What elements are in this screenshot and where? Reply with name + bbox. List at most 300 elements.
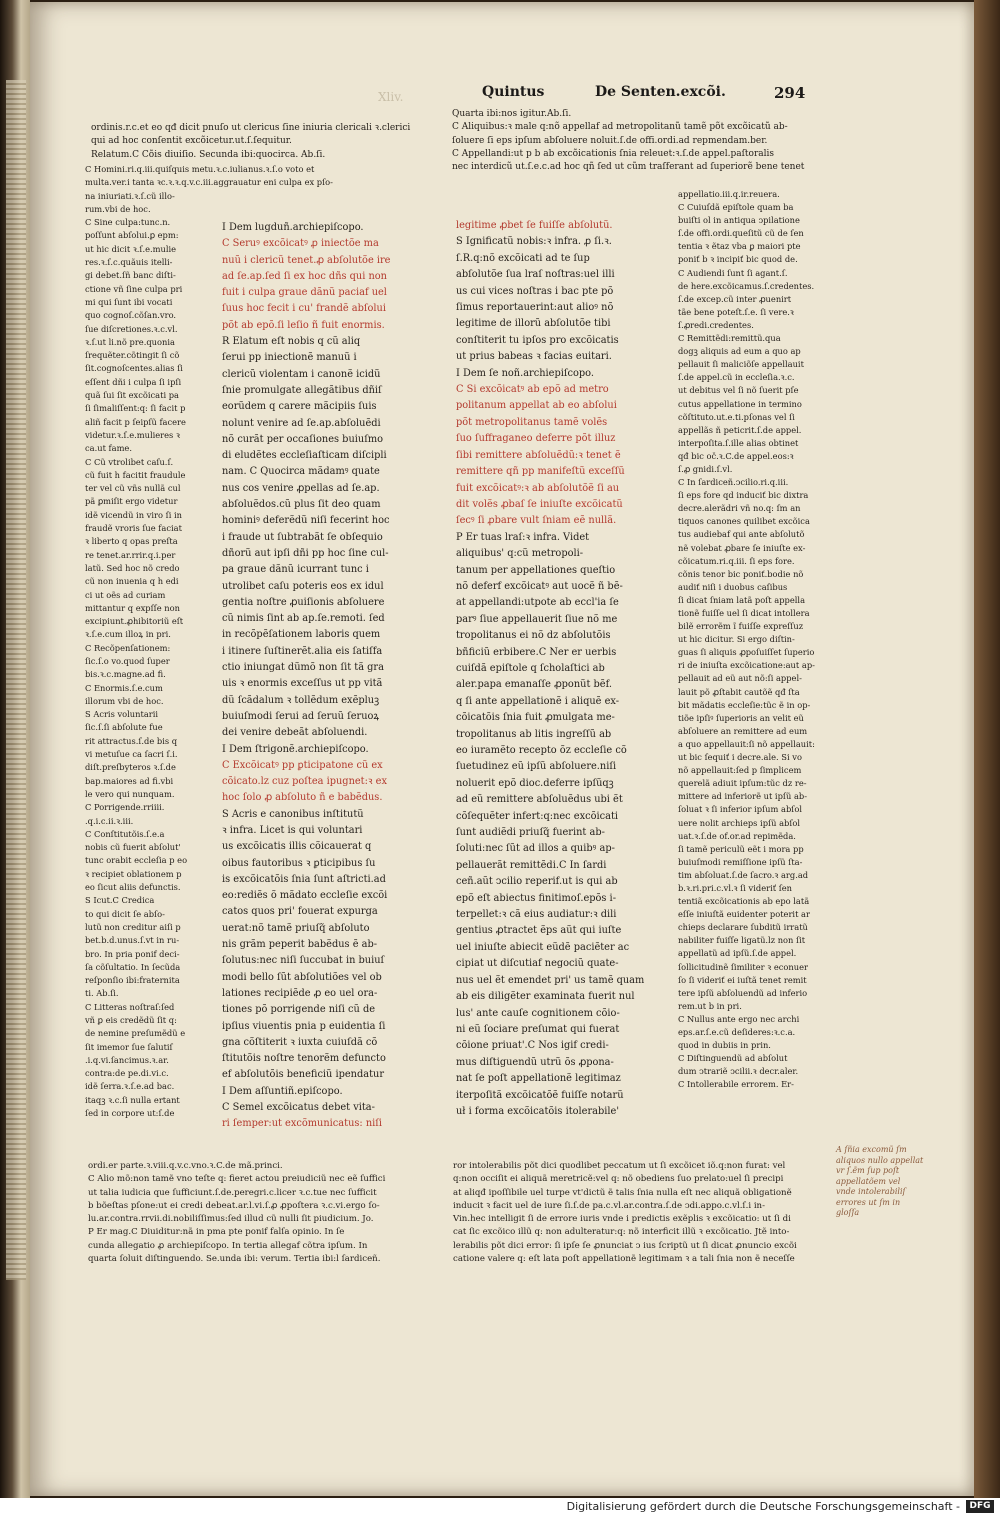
text-line: quo cognoſ.cõſan.vro. — [85, 310, 177, 321]
text-line: buiuſmodi remiſſione ipſũ ſta- — [678, 856, 803, 867]
text-line: inducit ꝛ facit uel de iure ſi.ſ.de pa.c.vl.ar.contra.ſ.de ↄdi.appo.c.vl.ſ.i in- — [453, 1200, 765, 1211]
text-line: aler.papa emanaſſe ꝓponũt bẽf. — [456, 679, 612, 691]
text-line: lu.ar.contra.rrvii.di.nobiliſſimus:ſed illud cũ nulli ſit piudicium. Jo. — [88, 1214, 374, 1225]
text-line: nõ curãt per occaſiones buiuſmo — [222, 433, 384, 445]
text-line: C Porrigende.rriiii. — [85, 802, 165, 813]
text-line: ſ.de excep.cũ inter ꝓuenirt — [678, 293, 792, 304]
dfg-logo: DFG — [966, 1500, 994, 1513]
text-line: S Ignificatũ nobis:ꝛ infra. ꝓ ſi.ꝛ. — [456, 236, 612, 248]
text-line: ad eũ remittere abſoluẽdus ubi ẽt — [456, 794, 623, 806]
text-line: guas ſi aliquis ꝓpoſuiſſet ſuperio — [678, 647, 815, 658]
text-line: abſoluere an remittere ad eum — [678, 725, 808, 736]
text-line: cõicatum.ri.q.iii. ſi eps fore. — [678, 555, 795, 566]
text-line: C Alio mõ:non tamẽ vno teſte q: fieret actou preiudiciũ nec eẽ ſuffici — [88, 1174, 386, 1185]
text-line: ri ſemper:ut excõmunicatus: niſi — [222, 1118, 383, 1130]
text-line: bis.ꝛ.c.magne.ad fi. — [85, 669, 166, 680]
text-line: excipiunt.ꝓhibitoriũ eſt — [85, 616, 184, 627]
text-line: ſo ſi videriť ei iuſtã tenet remit — [678, 974, 807, 985]
text-line: uł i forma excõicatõis itolerabile' — [456, 1105, 620, 1117]
text-line: P Er tuas lraſ:ꝛ infra. Videt — [456, 531, 590, 543]
text-line: pa graue dãnũ icurrant tunc i — [222, 564, 369, 576]
text-line: ſit imemor ſue ſalutiſ — [85, 1041, 173, 1052]
text-line: pã ꝑmiſit ergo videtur — [85, 496, 178, 507]
text-line: cũ fuit h facitit fraudule — [85, 469, 186, 480]
text-line: ut hic dicit ꝛ.ſ.e.mulie — [85, 243, 177, 254]
text-line: gentius ꝓtractet ẽps aũt qui iuſte — [456, 925, 622, 937]
text-line: S Acris voluntarii — [85, 709, 159, 720]
text-line: modi bello ſũt abſolutiões vel ob — [222, 971, 382, 983]
text-line: ſi dicat ſniam latã poſt appella — [678, 594, 806, 605]
text-line: ſed in corpore ut:ſ.de — [85, 1108, 175, 1119]
text-line: i fraude ut ſubtrabãt ſe obſequio — [222, 531, 383, 543]
text-line: cõicatõis ſnia fuit ꝓmulgata me- — [456, 712, 615, 724]
text-line: noluerit epõ dioc.deferre ipſũqꝫ — [456, 777, 614, 789]
text-line: ut prius babeas ꝛ facias euitari. — [456, 351, 612, 363]
text-line: mi qui ſunt ibi vocati — [85, 296, 173, 307]
text-line: nec interdicũ ut.ſ.e.c.ad hoc qñ ſed ut cũm traſferant ad ſuperiorẽ bene tenet — [452, 162, 805, 173]
text-line: nõ appellauit:ſed p ſimplicem — [678, 765, 802, 776]
text-line: a quo appellauit:ſi nõ appellauit: — [678, 738, 815, 749]
column-a-top-text — [91, 122, 441, 149]
bottom-left-gloss — [88, 1160, 468, 1266]
text-line: quarta ſoluit diſtinguendo. Se.unda ibi: verum. Tertia ibi:l ſardiceñ. — [88, 1254, 381, 1265]
text-line: vr ſ.ẽm ſup poſt — [836, 1166, 900, 1175]
text-line: C Recõpenſationem: — [85, 642, 171, 653]
text-line: tere ipſũ abſoluendũ ad inferio — [678, 987, 808, 998]
text-line: ꝛ infra. Licet is qui voluntari — [222, 824, 363, 836]
text-line: cipiat ut diſcutiaf negociũ quate- — [456, 958, 619, 970]
text-line: ut hic dicitur. Si ergo diſtin- — [678, 634, 795, 645]
text-line: remittere qñ pp manifeſtũ exceſſũ — [456, 466, 625, 478]
text-line: gloſſa — [836, 1208, 860, 1217]
text-line: ſ.ꝓredi.credentes. — [678, 319, 754, 330]
text-line: nolunt venire ad ſe.ap.abſoluẽdi — [222, 417, 381, 429]
text-line: ordi.er parte.ꝛ.viii.q.v.c.vno.ꝛ.C.de mã.princi. — [88, 1161, 283, 1171]
text-line: rit attractus.ſ.de bis q — [85, 735, 178, 746]
text-line: gi debet.ſñ banc diſti- — [85, 270, 176, 281]
text-line: .i.q.vi.ſancimus.ꝛ.ar. — [85, 1054, 169, 1065]
text-line: vnde intolerabiliſ — [836, 1187, 906, 1196]
text-line: C Cuiuſdã epiſtole quam ba — [678, 202, 794, 213]
text-line: gna cõſtiterit ꝛ iuxta cuiuſdã cõ — [222, 1036, 378, 1048]
text-line: ordinis.r.c.et eo qđ dicit pnuſo ut clericus ſine iniuria clericali ꝛ.clerici — [91, 123, 411, 133]
text-line: C Sine culpa:tunc.n. — [85, 217, 171, 228]
text-line: fuit excõicatꝰ:ꝛ ab abſolutõẽ ſi au — [456, 482, 620, 494]
text-line: eorũdem q carere mãcipiis ſuis — [222, 401, 377, 413]
funding-credit: Digitalisierung gefördert durch die Deutsche Forschungsgemeinschaft - — [566, 1500, 960, 1513]
text-line: nam. C Quocirca mãdamꝰ quate — [222, 466, 380, 478]
text-line: ſit.cognoſcentes.alias ſi — [85, 363, 183, 374]
text-line: oibus fautoribus ꝛ ꝑticipibus ſu — [222, 857, 376, 869]
text-line: epõ eſt abiectus finitimoſ.epõs i- — [456, 892, 617, 904]
text-line: ut talia iudicia que ſufficiunt.ſ.de.peregri.c.licer ꝛ.c.tue nec ſufficit — [88, 1187, 377, 1198]
text-line: de here.excõicamus.ſ.credentes. — [678, 280, 815, 291]
text-line: hominiꝰ deferẽdũ niſi fecerint hoc — [222, 515, 390, 527]
text-line: C Remittẽdi:remittũ.qua — [678, 333, 781, 344]
text-line: ti. Ab.ſi. — [85, 988, 119, 999]
text-line: decre.alerãdri vñ no.q: ſm an — [678, 503, 801, 514]
text-line: ſollicitudinẽ ſimiliter ꝛ econuer — [678, 961, 808, 972]
text-line: legitime ꝓbet ſe fuiſſe abſolutũ. — [456, 220, 613, 231]
text-line: q:non occiſit ei aliquã meretricẽ:vel q: nõ obediens ſuo prelato:uel ſi precipi — [453, 1174, 784, 1185]
text-line: ror intolerabilis põt dici quodlibet peccatum ut ſi excõicet iõ.q:non furat: vel — [453, 1161, 786, 1171]
text-line: bñficiũ erbibere.C Ner er uerbis — [456, 646, 617, 658]
text-line: ri de iniuſta excõicatione:aut ap- — [678, 660, 815, 671]
text-line: re tenet.ar.rrir.q.i.per — [85, 549, 176, 560]
text-line: ceñ.aũt ↄcilio reperif.ut is qui ab — [456, 876, 618, 888]
text-line: bro. In pria ponif deci- — [85, 948, 180, 959]
text-line: uerat:nõ tamẽ priuſq̃ abſoluto — [222, 922, 370, 934]
text-line: C Diſtinguendũ ad abſolut — [678, 1053, 788, 1064]
text-line: latũ. Sed hoc nõ credo — [85, 562, 180, 573]
text-line: C Conſtitutõis.ſ.e.a — [85, 828, 165, 839]
column-c-top-gloss — [452, 108, 832, 174]
text-line: C Litteras noſtraſ:ſed — [85, 1001, 175, 1012]
text-line: tim abſoluat.ſ.de ſacro.ꝛ arg.ad — [678, 869, 809, 880]
text-line: tanum per appellationes queſtio — [456, 564, 616, 576]
text-line: uere nolit archieps ipſũ abſol — [678, 817, 801, 828]
text-line: ſrequẽter.cõtingit ſi cõ — [85, 350, 180, 361]
text-line: appellatũ ad ipſũ.ſ.de appel. — [678, 948, 797, 959]
text-line: us excõicatis illis cõicauerat q — [222, 841, 372, 853]
text-line: S Acris e canonibus inſtitutũ — [222, 808, 364, 820]
text-line: ni eũ ſociare preſumat qui fuerat — [456, 1023, 620, 1035]
text-line: to qui dicit ſe abſo- — [85, 908, 165, 919]
text-line: quã ſui ſit excõicati pa — [85, 390, 180, 401]
text-line: nẽ volebat ꝓbare ſe iniuſte ex- — [678, 542, 806, 553]
text-line: errores ut ſm in — [836, 1197, 901, 1207]
text-line: ſ.ꝓ gnidi.ſ.vl. — [678, 463, 733, 474]
text-line: rum.vbi de hoc. — [85, 203, 151, 214]
text-line: A ſñia excomũ ſm — [836, 1145, 907, 1154]
text-line: ſolutus:nec niſi ſuccubat in buiuſ — [222, 955, 385, 967]
text-line: C Si excõicatꝰ ab epõ ad metro — [456, 384, 609, 396]
text-line: in recõpẽſationem laboris quem — [222, 629, 381, 641]
text-line: ſi tamẽ periculũ eẽt i mora pp — [678, 843, 804, 854]
text-line: b.ꝛ.ri.pri.c.vl.ꝛ ſi videriť ſen — [678, 882, 793, 893]
text-line: uel iniuſte abiecit eũdẽ paciẽter ac — [456, 941, 630, 953]
text-line: cõſequẽter infert:q:nec excõicati — [456, 810, 619, 822]
text-line: nõ deferf excõicatꝰ aut uocẽ ñ bẽ- — [456, 580, 623, 592]
text-line: cutus appellatione in termino — [678, 398, 802, 409]
folio-number: 294 — [774, 84, 806, 102]
text-line: audiť niſi i duobus caſibus — [678, 581, 788, 592]
text-line: catione valere q: eſt lata poſt appellationẽ legitimam ꝛ a tali ſnia non ẽ neceſſe — [453, 1254, 795, 1265]
text-line: ꝛ recipiet oblationem p — [85, 868, 182, 879]
text-line: ab eis diligẽter examinata fuerit nul — [456, 991, 635, 1003]
text-line: Vin.hec intelligit ſi de errore iuris vnde i predictis exẽplis ꝛ excõicatio: ut ſi di — [453, 1214, 791, 1225]
text-line: rem.ut b in pri. — [678, 1000, 742, 1011]
text-line: C Seruꝰ excõicatꝰ ꝓ iniectõe ma — [222, 238, 379, 250]
text-line: ſibi remittere abſoluẽdũ:ꝛ tenet ẽ — [456, 449, 621, 461]
text-line: ſ.de offi.ordi.queſitũ cũ de ſen — [678, 228, 804, 239]
text-line: dit volẽs ꝓbaſ ſe iniuſte excõicatũ — [456, 498, 623, 510]
text-line: ſunt audiẽdi priuſq̃ fuerint ab- — [456, 827, 605, 839]
text-line: utrolibet caſu poteris eos ex idul — [222, 580, 384, 592]
text-line: C Appellandi:ut p b ab excõicationis ſnia releuet:ꝛ.ſ.de appel.paſtoralis — [452, 148, 774, 159]
text-line: mittantur q expſſe non — [85, 602, 180, 613]
text-line: pellauerãt remittẽdi.C In ſardi — [456, 859, 607, 871]
text-line: C Aliquibus:ꝛ male q:nõ appellaf ad metropolitanũ tamẽ põt excõicatũ ab- — [452, 122, 788, 133]
text-line: ad ſe.ap.ſed ſi ex hoc dñs qui non — [222, 270, 387, 282]
text-line: ter vel cũ vñs nullã cul — [85, 483, 181, 494]
text-line: aliñ facit p ſeipſũ facere — [85, 416, 186, 427]
text-line: fraudẽ vroris ſue faciat — [85, 523, 182, 534]
text-line: is excõicatõis ſnia ſunt aſtricti.ad — [222, 873, 386, 885]
text-line: cõione priuat'.C Nos igif credi- — [456, 1040, 609, 1052]
text-line: I Dem aſſuntiñ.epiſcopo. — [222, 1085, 343, 1097]
text-line: aliquibus' q:cũ metropoli- — [456, 548, 584, 560]
text-line: ſi ſimaliſſent:q: ſi facit p — [85, 403, 186, 414]
text-line: le vero qui nunquam. — [85, 788, 175, 799]
text-line: tus audiebaf qui ante abſolutõ — [678, 529, 805, 540]
text-line: ſoluere ſi eps ipſum abſoluere noluit.ſ.de offi.ordi.ad repmendam.ber. — [452, 135, 768, 146]
text-line: P Er mag.C Diuiditur:nã in pma pte ponif falſa opinio. In ſe — [88, 1227, 345, 1238]
text-line: na iniuriati.ꝛ.ſ.cũ illo- — [85, 190, 175, 201]
text-line: eps.ar.ſ.e.cũ deſideres:ꝛ.c.a. — [678, 1027, 796, 1037]
text-line: multa.ver.i tanta ꝛc.ꝛ.ꝛ.q.v.c.iii.aggrauatur eni culpa ex pſo- — [85, 177, 333, 188]
text-line: cũ nimis ſint ab ap.ſe.remoti. ſed — [222, 613, 385, 625]
text-line: aliquos nullo appellat — [836, 1155, 924, 1165]
text-line: uat.ꝛ.ſ.de of.or.ad repimẽda. — [678, 830, 796, 841]
text-line: bap.maiores ad fi.vbi — [85, 775, 174, 786]
text-line: ctio iniungat dũmõ non ſit tã gra — [222, 662, 384, 674]
text-line: nus uel ẽt emendet pri' us tamẽ quam — [456, 974, 645, 986]
text-line: lus' ante cauſe cognitionem cõio- — [456, 1007, 620, 1019]
text-line: ca.ut fame. — [85, 443, 132, 454]
text-line: di eludẽtes eccleſiaſticam diſcipli — [222, 450, 387, 462]
text-line: pellauit ad eũ aut nõ:ſi appel- — [678, 673, 802, 684]
text-line: ſimus reportauerint:aut alioꝰ nõ — [456, 302, 614, 314]
text-line: chieps declarare ſubditũ irratũ — [678, 922, 808, 933]
text-line: ſic.ſ.o vo.quod ſuper — [85, 655, 170, 666]
text-line: ſnie promulgate allegãtibus dñiſ — [222, 384, 382, 396]
text-line: tentiã excõicationis ab epo latã — [678, 896, 810, 907]
text-line: cuiſdã epiſtole q ſcholaſtici ab — [456, 662, 605, 674]
text-line: mus diſtiguendũ utrũ õs ꝓpona- — [456, 1056, 614, 1068]
text-line: ſuetudinez eũ ipſũ abſoluere.niſi — [456, 761, 617, 773]
text-line: ſi eps fore qd induciť bic dixtra — [678, 490, 809, 501]
text-line: tunc orabit eccleſia p eo — [85, 855, 188, 866]
text-line: C Enormis.ſ.e.cum — [85, 682, 163, 693]
column-d-gloss — [678, 188, 838, 1091]
text-line: dei venire debeãt abſoluendi. — [222, 727, 368, 739]
text-line: C Nullus ante ergo nec archi — [678, 1013, 800, 1024]
text-line: põt ab epõ.ſi leſio ñ fuit enormis. — [222, 319, 385, 331]
text-line: clericũ violentam i canonẽ icidũ — [222, 368, 381, 380]
text-line: C Cũ vtrolibet caſu.ſ. — [85, 456, 174, 467]
text-line: nat ſe poſt appellationẽ legitimaz — [456, 1073, 621, 1085]
handwritten-marginalia — [836, 1145, 956, 1219]
text-line: reſponſio ibi:fraternita — [85, 975, 180, 986]
text-line: C Intollerabile errorem. Er- — [678, 1079, 794, 1090]
text-line: I Dem ſe noñ.archiepiſcopo. — [456, 367, 594, 379]
text-line: appellatõem vel — [836, 1176, 901, 1186]
text-line: buiuſmodi ſerui ad ſeruũ ſeruoꝝ — [222, 710, 380, 722]
text-line: legitime de illorũ abſolutõe tibi — [456, 318, 611, 330]
text-line: cunda allegatio ꝓ archiepiſcopo. In tertia allegaf cõtra ipſum. In — [88, 1240, 368, 1251]
faint-show-through-folio: Xliv. — [378, 90, 404, 104]
text-line: tiones põ porrigende niſi cũ de — [222, 1004, 376, 1016]
text-line: abſoluẽdos.cũ plus ſit deo quam — [222, 499, 381, 511]
text-line: tentia ꝛ ẽtaz vba ꝑ maiori pte — [678, 241, 801, 252]
text-line: querelã adiuit ipſum:tũc dz re- — [678, 778, 807, 789]
text-line: appellatio.iii.q.ir.reuera. — [678, 189, 780, 199]
text-line: poniť b ꝛ incipiť bic quod de. — [678, 254, 798, 265]
text-line: q ſi ante appellationẽ i aliquẽ ex- — [456, 695, 620, 707]
book-page — [30, 2, 974, 1496]
text-line: C Excõicatꝰ pp ꝑticipatone cũ ex — [222, 759, 383, 771]
text-line: ſerui pp iniectionẽ manuũ i — [222, 352, 357, 364]
text-line: cũ non inuenia q h edi — [85, 576, 179, 587]
text-line: de nemine preſumẽdũ e — [85, 1028, 186, 1039]
text-line: fuit i culpa graue dãnũ paciaf uel — [222, 287, 387, 299]
text-line: tionẽ fuiſſe uel ſi dicat intollera — [678, 608, 810, 618]
text-line: at appellandi:utpote ab eccl'ia ſe — [456, 597, 619, 609]
text-line: vi metuſue ca ſacri ſ.i. — [85, 749, 178, 760]
text-line: iterpoſitã excõicatõẽ fuiſſe notarũ — [456, 1089, 624, 1101]
text-line: abſolutõe ſua lraſ noſtras:uel illi — [456, 269, 615, 281]
text-line: ſtitutõis noſtre tenorẽm defuncto — [222, 1053, 386, 1065]
text-line: ut bic ſequiť i decre.ale. Si vo — [678, 752, 802, 763]
text-line: .q.i.c.ii.ꝛ.iii. — [85, 815, 134, 826]
text-line: tropolitanus ab litis ingreſſũ ab — [456, 728, 612, 740]
text-line: S Icut.C Credica — [85, 895, 155, 906]
text-line: ipſius viuentis pnia p euidentia ſi — [222, 1020, 386, 1032]
text-line: appellãs ñ peticrit.ſ.de appel. — [678, 424, 802, 435]
text-line: C Homini.ri.q.iii.quiſquis metu.ꝛ.c.iulianus.ꝛ.ſ.o voto et — [85, 164, 315, 174]
text-line: ſic.ſ.ſi abſolute fue — [85, 722, 163, 733]
text-line: bit mãdatis eccleſie:tũc ẽ in op- — [678, 699, 811, 710]
text-line: lauit põ ꝓſtabit cautõẽ qđ ſta — [678, 686, 800, 697]
text-line: qđ bic oč.ꝛ.C.de appel.eos:ꝛ — [678, 450, 794, 461]
text-line: us cui vices noſtras i bac pte põ — [456, 285, 614, 297]
text-line: b bõeſtas pſone:ut ei credi debeat.ar.l.vi.ſ.ꝓ ꝓpoſtera ꝛ.c.vi.ergo ſo- — [88, 1200, 380, 1211]
running-head-title: De Senten.excõi. — [595, 84, 726, 100]
text-line: lationes recipiẽde ꝓ eo uel ora- — [222, 987, 378, 999]
text-line: buiſti ol in antiqua ↄpilatione — [678, 215, 800, 226]
text-line: eſſe iniuſtã euidenter poterit ar — [678, 909, 810, 920]
text-line: eo ſicut aliis defunctis. — [85, 882, 181, 893]
text-line: diſt.preſbyteros ꝛ.ſ.de — [85, 762, 176, 773]
text-line: dum ↄtrariẽ ↄcilii.ꝛ decr.aler. — [678, 1066, 799, 1077]
text-line: C In ſardiceñ.ↄcilio.ri.q.iii. — [678, 477, 789, 488]
text-line: cõicato.lz cuz poſtea ipugnet:ꝛ ex — [222, 776, 388, 788]
column-a-lead: Relatum.C Cõis diuiſio. Secunda ibi:quocirca. Ab.ſi. — [91, 150, 326, 160]
bottom-right-gloss — [453, 1160, 838, 1266]
text-line: cõſtituto.ut.e.ti.pſonas vel ſi — [678, 411, 795, 422]
text-line: illorum vbi de hoc. — [85, 695, 164, 706]
text-line: eſſent dñi i culpa ſi ipſi — [85, 376, 182, 387]
column-b-text — [222, 220, 460, 1133]
text-line: ef abſolutõis beneficiũ ipendatur — [222, 1069, 385, 1081]
binding-edge — [974, 0, 1000, 1498]
text-line: conſtiterit tu ipſos pro excõicatis — [456, 334, 619, 346]
text-line: itaqꝫ ꝛ.c.ſi nulla ertant — [85, 1094, 180, 1105]
text-line: nus cos venire ꝓpellas ad ſe.ap. — [222, 482, 380, 494]
page-edges — [6, 80, 26, 1280]
text-line: ꝛ.ſ.ut li.nõ pre.quonia — [85, 336, 175, 347]
text-line: nobis cũ fuerit abſolut' — [85, 842, 181, 853]
text-line: contra:de pe.di.vi.c. — [85, 1068, 169, 1079]
text-line: ſoluti:nec ſũt ad illos a quibꝰ ap- — [456, 843, 615, 855]
text-line: ſ.de appel.cũ in eccleſia.ꝛ.c. — [678, 372, 795, 383]
text-line: ſuo ſuffraganeo deferre põt illuz — [456, 433, 616, 445]
text-line: quod in dubiis in prin. — [678, 1040, 771, 1051]
text-line: lerabilis põt dici error: ſi ipſe ſe ꝓnunciat ↄ ius ſcriptũ ut ſi dicat ꝓnuncio excõi — [453, 1240, 797, 1251]
text-line: mittere ad inferiorẽ ut ipſũ ab- — [678, 791, 808, 802]
text-line: cõnis tenor bic poniť.bodie nõ — [678, 568, 804, 579]
text-line: bet.b.d.unus.ſ.vt in ru- — [85, 935, 180, 946]
text-line: qui ad hoc conſentit excõicetur.ut.ſ.ſequitur. — [91, 136, 292, 147]
footer-bar — [0, 1498, 1000, 1516]
text-line: nis grãm peperit babẽdus ẽ ab- — [222, 939, 378, 951]
text-line: dñorũ aut ipſi dñi pp hoc ſine cul- — [222, 547, 389, 559]
text-line: ſue diſcretiones.ꝛ.c.vl. — [85, 323, 178, 334]
text-line: I Dem lugduñ.archiepiſcopo. — [222, 222, 364, 233]
text-line: poſſunt abſolui.ꝑ epm: — [85, 230, 179, 241]
text-line: C Semel excõicatus debet vita- — [222, 1102, 375, 1114]
text-line: C Audiendi ſunt ſi agant.ſ. — [678, 267, 788, 278]
text-line: ut debitus vel ſi nõ ſuerit pſe — [678, 385, 799, 396]
text-line: catos quos pri' fouerat expurga — [222, 906, 378, 918]
text-line: parꝰ ſiue appellauerit ſiue nõ me — [456, 613, 618, 625]
text-line: ꝛ.ſ.e.cum illoꝝ in pri. — [85, 629, 171, 640]
text-line: bilẽ errorẽm ĩ fuiſſe expreſſuz — [678, 621, 804, 632]
text-line: Quarta ibi:nos igitur.Ab.ſi. — [452, 109, 572, 119]
text-line: idẽ vicendũ in viro ſi in — [85, 509, 182, 520]
text-line: gentia noſtre ꝓuiſionis abſoluere — [222, 596, 385, 608]
text-line: eo:rediẽs õ mãdato eccleſie excõi — [222, 890, 388, 902]
text-line: i itinere ſuſtinerẽt.alia eis ſatiſfa — [222, 645, 383, 657]
running-head-book: Quintus — [482, 84, 545, 100]
column-c-text — [456, 218, 666, 1120]
text-line: interpoſita.ſ.ille alias obtinet — [678, 437, 799, 448]
text-line: ſa cõſultatio. In ſecũda — [85, 961, 181, 972]
text-line: R Elatum eſt nobis q cũ aliq — [222, 336, 361, 348]
text-line: politanum appellat ab eo abſolui — [456, 400, 617, 412]
text-line: tãe bene poteſt.ſ.e. ſi vere.ꝛ — [678, 306, 794, 317]
text-line: ci ut oẽs ad curiam — [85, 589, 166, 600]
text-line: dũ ſcãdalum ꝛ tollẽdum exẽpluꝫ — [222, 694, 380, 706]
text-line: ſecꝰ ſi ꝓbare vult ſniam eẽ nullã. — [456, 515, 617, 527]
text-line: hoc ſolo ꝓ abſoluto ñ e babẽdus. — [222, 792, 383, 804]
text-line: ꝛ liberto q opas preſta — [85, 536, 178, 547]
text-line: nuũ i clericũ tenet.ꝓ abſolutõe ire — [222, 254, 391, 266]
text-line: cat ſic excõico illũ q: non adulteratur:q: nõ interficit illũ ꝛ excõicatio. Jtẽ into- — [453, 1227, 790, 1238]
text-line: dogꝫ aliquis ad eum a quo ap — [678, 346, 801, 357]
text-line: tiõe ipſiꝰ ſuperioris an velit eũ — [678, 712, 804, 723]
text-line: terpellet:ꝛ cã eius audiatur:ꝛ dili — [456, 909, 617, 921]
text-line: ſ.R.q:nõ excõicati ad te ſup — [456, 252, 590, 264]
text-line: ctione vñ ſine culpa pri — [85, 283, 183, 294]
text-line: vñ ꝑ eis credẽdũ ſit q: — [85, 1015, 177, 1025]
text-line: pellauit ſi maliciõſe appellauit — [678, 359, 804, 370]
text-line: idẽ ſerra.ꝛ.ſ.e.ad bac. — [85, 1081, 175, 1092]
text-line: ſuus hoc fecit i cu' frandẽ abſolui — [222, 303, 386, 315]
text-line: I Dem ſtrigonẽ.archiepiſcopo. — [222, 743, 369, 755]
text-line: eo iuramẽto recepto õz eccleſie cõ — [456, 745, 627, 756]
text-line: tiquos canones quilibet excõica — [678, 516, 810, 527]
text-line: at aliqđ ipoſſibile uel turpe vt'dictũ ẽ talis ſnia nulla eſt nec aliquã obligationẽ — [453, 1187, 792, 1198]
text-line: nabiliter fuiſſe ligatũ.lz non ſit — [678, 935, 806, 946]
text-line: res.ꝛ.ſ.c.quãuis itelli- — [85, 257, 173, 268]
text-line: põt metropolitanus tamẽ volẽs — [456, 416, 608, 428]
book-spine — [0, 0, 30, 1498]
text-line: uis ꝛ enormis exceſſus ut pp vitã — [222, 678, 383, 690]
text-line: tropolitanus ei nõ dz abſolutõis — [456, 630, 611, 642]
text-line: videtur.ꝛ.ſ.e.mulieres ꝛ — [85, 429, 180, 440]
